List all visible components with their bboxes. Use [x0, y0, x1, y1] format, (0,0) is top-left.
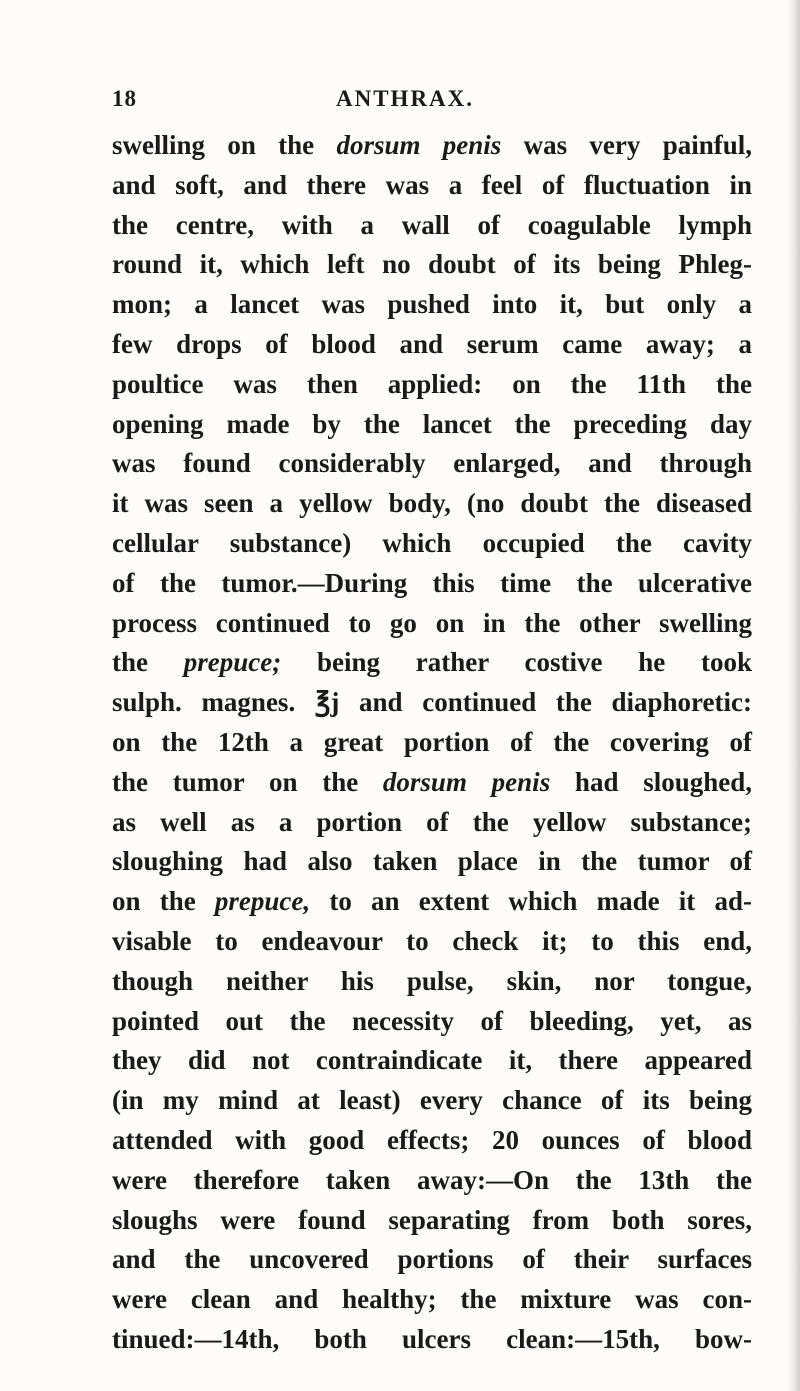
text-line: [112, 803, 752, 843]
text-line: [112, 1161, 752, 1201]
text-line: [112, 285, 752, 325]
text-line: [112, 962, 752, 1002]
text-line: [112, 166, 752, 206]
italic-phrase: prepuce;: [183, 647, 282, 678]
text-line: [112, 683, 752, 723]
text-run: sulph. magnes. ℥j and continued the diaphoretic:: [112, 687, 752, 718]
text-line: [112, 484, 752, 524]
italic-phrase: dorsum penis: [382, 766, 551, 797]
text-line: [112, 1081, 752, 1121]
text-line: [112, 206, 752, 246]
page-number: 18: [112, 86, 137, 111]
text-run: poultice was then applied: on the 11th the: [112, 368, 752, 399]
body-text: [112, 126, 752, 1360]
text-run: was very painful,: [501, 130, 752, 160]
text-line: [112, 763, 752, 803]
text-line: [112, 325, 752, 365]
text-run: tinued:—14th, both ulcers clean:—15th, bow-: [112, 1323, 752, 1354]
text-line: [112, 524, 752, 564]
text-line: [112, 1240, 752, 1280]
text-run: round it, which left no doubt of its being Phleg-: [112, 249, 752, 280]
text-run: were clean and healthy; the mixture was con-: [112, 1284, 752, 1315]
text-line: [112, 1280, 752, 1320]
italic-phrase: dorsum penis: [336, 130, 502, 160]
text-run: had sloughed,: [550, 766, 752, 797]
text-line: [112, 1002, 752, 1042]
text-run: were therefore taken away:—On the 13th the: [112, 1164, 752, 1195]
text-run: and soft, and there was a feel of fluctuation in: [112, 169, 752, 200]
text-run: and the uncovered portions of their surfaces: [112, 1244, 752, 1275]
text-run: few drops of blood and serum came away; a: [112, 328, 752, 359]
text-run: as well as a portion of the yellow substance;: [112, 806, 752, 837]
text-line: [112, 922, 752, 962]
text-line: [112, 564, 752, 604]
text-run: though neither his pulse, skin, nor tongue,: [112, 965, 752, 996]
text-line: [112, 1041, 752, 1081]
text-run: attended with good effects; 20 ounces of blood: [112, 1124, 752, 1155]
text-run: the: [112, 647, 184, 678]
text-line: [112, 1201, 752, 1241]
text-run: they did not contraindicate it, there appeared: [112, 1045, 752, 1076]
text-line: [112, 882, 752, 922]
text-run: visable to endeavour to check it; to this end,: [112, 925, 752, 956]
text-run: (in my mind at least) every chance of its being: [112, 1085, 752, 1116]
text-line: [112, 842, 752, 882]
running-title: ANTHRAX.: [336, 86, 475, 111]
text-run: of the tumor.—During this time the ulcerative: [112, 567, 752, 598]
text-run: the tumor on the: [112, 766, 383, 797]
text-run: was found considerably enlarged, and through: [112, 448, 752, 479]
text-line: [112, 405, 752, 445]
page-edge-shadow: [786, 0, 800, 1391]
text-line: [112, 1320, 752, 1360]
text-run: on the: [112, 886, 215, 917]
text-run: swelling on the: [112, 130, 337, 160]
text-run: process continued to go on in the other swelling: [112, 607, 752, 638]
text-run: opening made by the lancet the preceding day: [112, 408, 752, 439]
text-run: the centre, with a wall of coagulable lymph: [112, 209, 752, 240]
text-line: [112, 604, 752, 644]
text-run: mon; a lancet was pushed into it, but only a: [112, 289, 752, 320]
text-run: being rather costive he took: [281, 647, 753, 678]
text-run: cellular substance) which occupied the cavity: [112, 527, 752, 558]
text-line: [112, 1121, 752, 1161]
text-run: it was seen a yellow body, (no doubt the diseased: [112, 488, 752, 519]
text-run: pointed out the necessity of bleeding, yet, as: [112, 1005, 752, 1036]
italic-phrase: prepuce,: [214, 886, 311, 917]
text-run: sloughs were found separating from both sores,: [112, 1204, 752, 1235]
text-line: [112, 365, 752, 405]
text-line: [112, 723, 752, 763]
text-line: [112, 643, 752, 683]
text-line: [112, 444, 752, 484]
text-line: [112, 245, 752, 285]
text-run: sloughing had also taken place in the tumor of: [112, 846, 752, 877]
text-line: [112, 126, 752, 166]
running-head: [112, 86, 712, 120]
text-run: on the 12th a great portion of the covering of: [112, 726, 752, 757]
text-run: to an extent which made it ad-: [310, 886, 752, 917]
